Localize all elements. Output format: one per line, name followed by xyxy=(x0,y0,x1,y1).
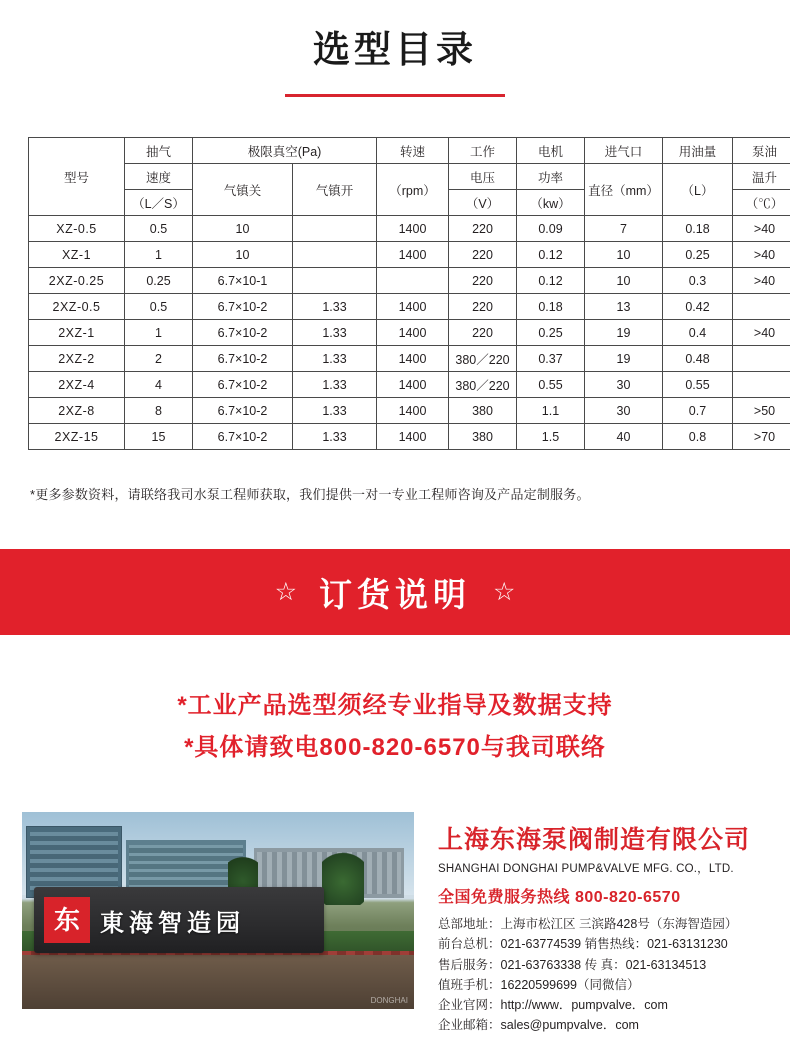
cell-inlet: 10 xyxy=(585,242,663,268)
cell-temp: >50 xyxy=(733,398,790,424)
star-left-icon: ☆ xyxy=(274,577,297,606)
cell-rpm: 1400 xyxy=(377,320,449,346)
cell-temp xyxy=(733,294,790,320)
order-banner xyxy=(0,549,790,635)
cell-speed: 2 xyxy=(125,346,193,372)
cell-inlet: 19 xyxy=(585,320,663,346)
cell-rpm: 1400 xyxy=(377,346,449,372)
cell-volt: 220 xyxy=(449,242,517,268)
header-motor-mid: 功率 xyxy=(517,164,585,190)
cell-model: 2XZ-4 xyxy=(29,372,125,398)
cell-model: XZ-1 xyxy=(29,242,125,268)
cell-vac-open: 1.33 xyxy=(293,372,377,398)
cell-volt: 220 xyxy=(449,216,517,242)
cell-rpm: 1400 xyxy=(377,372,449,398)
cell-speed: 15 xyxy=(125,424,193,450)
table-footnote: *更多参数资料，请联络我司水泵工程师获取，我们提供一对一专业工程师咨询及产品定制服务。 xyxy=(30,487,590,503)
header-work-mid: 电压 xyxy=(449,164,517,190)
cell-model: 2XZ-0.5 xyxy=(29,294,125,320)
cell-model: 2XZ-1 xyxy=(29,320,125,346)
cell-volt: 380 xyxy=(449,424,517,450)
cell-temp: >40 xyxy=(733,320,790,346)
header-pumping-top: 抽气 xyxy=(125,138,193,164)
cell-vac-closed: 6.7×10-2 xyxy=(193,294,293,320)
cell-volt: 220 xyxy=(449,268,517,294)
table-row xyxy=(29,320,790,346)
cell-model: 2XZ-15 xyxy=(29,424,125,450)
footer xyxy=(0,812,790,1033)
header-inlet-top: 进气口 xyxy=(585,138,663,164)
cell-vac-closed: 6.7×10-2 xyxy=(193,372,293,398)
header-oil-top: 用油量 xyxy=(663,138,733,164)
cell-oil: 0.4 xyxy=(663,320,733,346)
table-row xyxy=(29,268,790,294)
header-model: 型号 xyxy=(29,138,125,216)
table-row xyxy=(29,242,790,268)
cell-speed: 4 xyxy=(125,372,193,398)
cell-power: 0.25 xyxy=(517,320,585,346)
cell-vac-closed: 6.7×10-2 xyxy=(193,398,293,424)
company-info xyxy=(438,812,790,1033)
cell-oil: 0.55 xyxy=(663,372,733,398)
cell-inlet: 30 xyxy=(585,398,663,424)
cell-oil: 0.3 xyxy=(663,268,733,294)
spec-table-body xyxy=(29,216,790,450)
cell-volt: 380 xyxy=(449,398,517,424)
cell-temp: >40 xyxy=(733,242,790,268)
cell-model: 2XZ-8 xyxy=(29,398,125,424)
contact-website[interactable]: 企业官网：http://www．pumpvalve．com xyxy=(438,998,668,1012)
company-hotline: 全国免费服务热线 800-820-6570 xyxy=(438,889,681,906)
table-row xyxy=(29,398,790,424)
photo-sign-stone xyxy=(34,887,324,953)
cell-inlet: 40 xyxy=(585,424,663,450)
cell-vac-closed: 10 xyxy=(193,242,293,268)
header-oil-unit: （L） xyxy=(663,164,733,216)
header-pumping-mid: 速度 xyxy=(125,164,193,190)
order-banner-inner xyxy=(275,569,516,616)
order-banner-title: 订货说明 xyxy=(319,575,471,613)
star-right-icon: ☆ xyxy=(493,577,516,606)
cell-volt: 220 xyxy=(449,320,517,346)
page-title-block xyxy=(0,0,790,97)
cell-inlet: 7 xyxy=(585,216,663,242)
company-name-en: SHANGHAI DONGHAI PUMP&VALVE MFG. CO.，LTD. xyxy=(438,863,734,875)
cell-vac-closed: 6.7×10-2 xyxy=(193,424,293,450)
header-inlet-mid: 直径（mm） xyxy=(585,164,663,216)
cell-inlet: 13 xyxy=(585,294,663,320)
cell-oil: 0.42 xyxy=(663,294,733,320)
cell-temp: >40 xyxy=(733,216,790,242)
cell-vac-open: 1.33 xyxy=(293,424,377,450)
photo-sign-text: 東海智造园 xyxy=(100,909,245,937)
cell-rpm: 1400 xyxy=(377,424,449,450)
cell-rpm: 1400 xyxy=(377,216,449,242)
cell-rpm: 1400 xyxy=(377,294,449,320)
cell-vac-open: 1.33 xyxy=(293,346,377,372)
header-pumpoil-mid: 温升 xyxy=(733,164,790,190)
table-row xyxy=(29,346,790,372)
cell-inlet: 30 xyxy=(585,372,663,398)
header-motor-unit: （kw） xyxy=(517,190,585,216)
table-row xyxy=(29,424,790,450)
photo-watermark: DONGHAI xyxy=(370,996,408,1005)
contact-address: 总部地址：上海市松江区 三滨路428号（东海智造园） xyxy=(438,917,738,931)
cell-temp xyxy=(733,372,790,398)
cell-oil: 0.8 xyxy=(663,424,733,450)
cell-volt: 380／220 xyxy=(449,346,517,372)
cell-vac-closed: 6.7×10-2 xyxy=(193,346,293,372)
cell-vac-open: 1.33 xyxy=(293,320,377,346)
spec-table xyxy=(28,137,790,450)
cell-oil: 0.48 xyxy=(663,346,733,372)
header-vacuum-open: 气镇开 xyxy=(293,164,377,216)
header-vacuum-closed: 气镇关 xyxy=(193,164,293,216)
contact-after-sales: 售后服务：021-63763338 传 真：021-63134513 xyxy=(438,957,707,972)
cell-rpm: 1400 xyxy=(377,398,449,424)
contact-mobile: 值班手机：16220599699（同微信） xyxy=(438,977,640,992)
cell-volt: 220 xyxy=(449,294,517,320)
company-emblem-icon: 东 xyxy=(44,897,90,943)
company-contact-list xyxy=(438,914,790,1036)
cell-speed: 0.5 xyxy=(125,216,193,242)
cell-power: 0.55 xyxy=(517,372,585,398)
cell-power: 0.18 xyxy=(517,294,585,320)
cell-model: XZ-0.5 xyxy=(29,216,125,242)
cell-temp: >70 xyxy=(733,424,790,450)
cell-speed: 1 xyxy=(125,242,193,268)
table-row xyxy=(29,216,790,242)
cell-oil: 0.18 xyxy=(663,216,733,242)
cell-temp xyxy=(733,346,790,372)
contact-front-desk: 前台总机：021-63774539 销售热线：021-63131230 xyxy=(438,937,728,952)
cell-speed: 1 xyxy=(125,320,193,346)
header-pumping-unit: （L／S） xyxy=(125,190,193,216)
cell-rpm xyxy=(377,268,449,294)
photo-tree-2 xyxy=(322,847,364,905)
cell-oil: 0.7 xyxy=(663,398,733,424)
cell-vac-closed: 6.7×10-1 xyxy=(193,268,293,294)
header-pumpoil-unit: （℃） xyxy=(733,190,790,216)
company-name-cn: 上海东海泵阀制造有限公司 xyxy=(438,826,751,854)
order-notes xyxy=(0,685,790,769)
cell-vac-open xyxy=(293,268,377,294)
title-underline xyxy=(285,94,505,97)
cell-vac-open: 1.33 xyxy=(293,398,377,424)
table-row xyxy=(29,372,790,398)
cell-vac-closed: 6.7×10-2 xyxy=(193,320,293,346)
header-pumpoil-top: 泵油 xyxy=(733,138,790,164)
cell-inlet: 10 xyxy=(585,268,663,294)
cell-speed: 0.5 xyxy=(125,294,193,320)
cell-inlet: 19 xyxy=(585,346,663,372)
cell-rpm: 1400 xyxy=(377,242,449,268)
order-note-line-1: *工业产品选型须经专业指导及数据支持 xyxy=(177,692,613,720)
header-work-unit: （V） xyxy=(449,190,517,216)
header-work-top: 工作 xyxy=(449,138,517,164)
header-speed-unit: （rpm） xyxy=(377,164,449,216)
header-row-1 xyxy=(29,138,790,164)
contact-email[interactable]: 企业邮箱：sales@pumpvalve．com xyxy=(438,1018,639,1033)
cell-model: 2XZ-2 xyxy=(29,346,125,372)
cell-vac-closed: 10 xyxy=(193,216,293,242)
cell-vac-open xyxy=(293,216,377,242)
order-note-line-2: *具体请致电800-820-6570与我司联络 xyxy=(184,734,606,762)
header-row-2 xyxy=(29,164,790,190)
factory-photo xyxy=(22,812,414,1009)
cell-power: 0.12 xyxy=(517,242,585,268)
page-title: 选型目录 xyxy=(313,29,477,70)
header-vacuum-top: 极限真空(Pa) xyxy=(193,138,377,164)
cell-model: 2XZ-0.25 xyxy=(29,268,125,294)
cell-power: 0.37 xyxy=(517,346,585,372)
cell-speed: 8 xyxy=(125,398,193,424)
cell-power: 1.1 xyxy=(517,398,585,424)
cell-power: 0.09 xyxy=(517,216,585,242)
cell-vac-open xyxy=(293,242,377,268)
photo-ground xyxy=(22,955,414,1009)
cell-oil: 0.25 xyxy=(663,242,733,268)
cell-power: 1.5 xyxy=(517,424,585,450)
cell-volt: 380／220 xyxy=(449,372,517,398)
spec-table-header xyxy=(29,138,790,216)
cell-temp: >40 xyxy=(733,268,790,294)
cell-vac-open: 1.33 xyxy=(293,294,377,320)
cell-power: 0.12 xyxy=(517,268,585,294)
header-motor-top: 电机 xyxy=(517,138,585,164)
cell-speed: 0.25 xyxy=(125,268,193,294)
spec-table-wrapper xyxy=(28,137,784,450)
header-speed-top: 转速 xyxy=(377,138,449,164)
table-row xyxy=(29,294,790,320)
